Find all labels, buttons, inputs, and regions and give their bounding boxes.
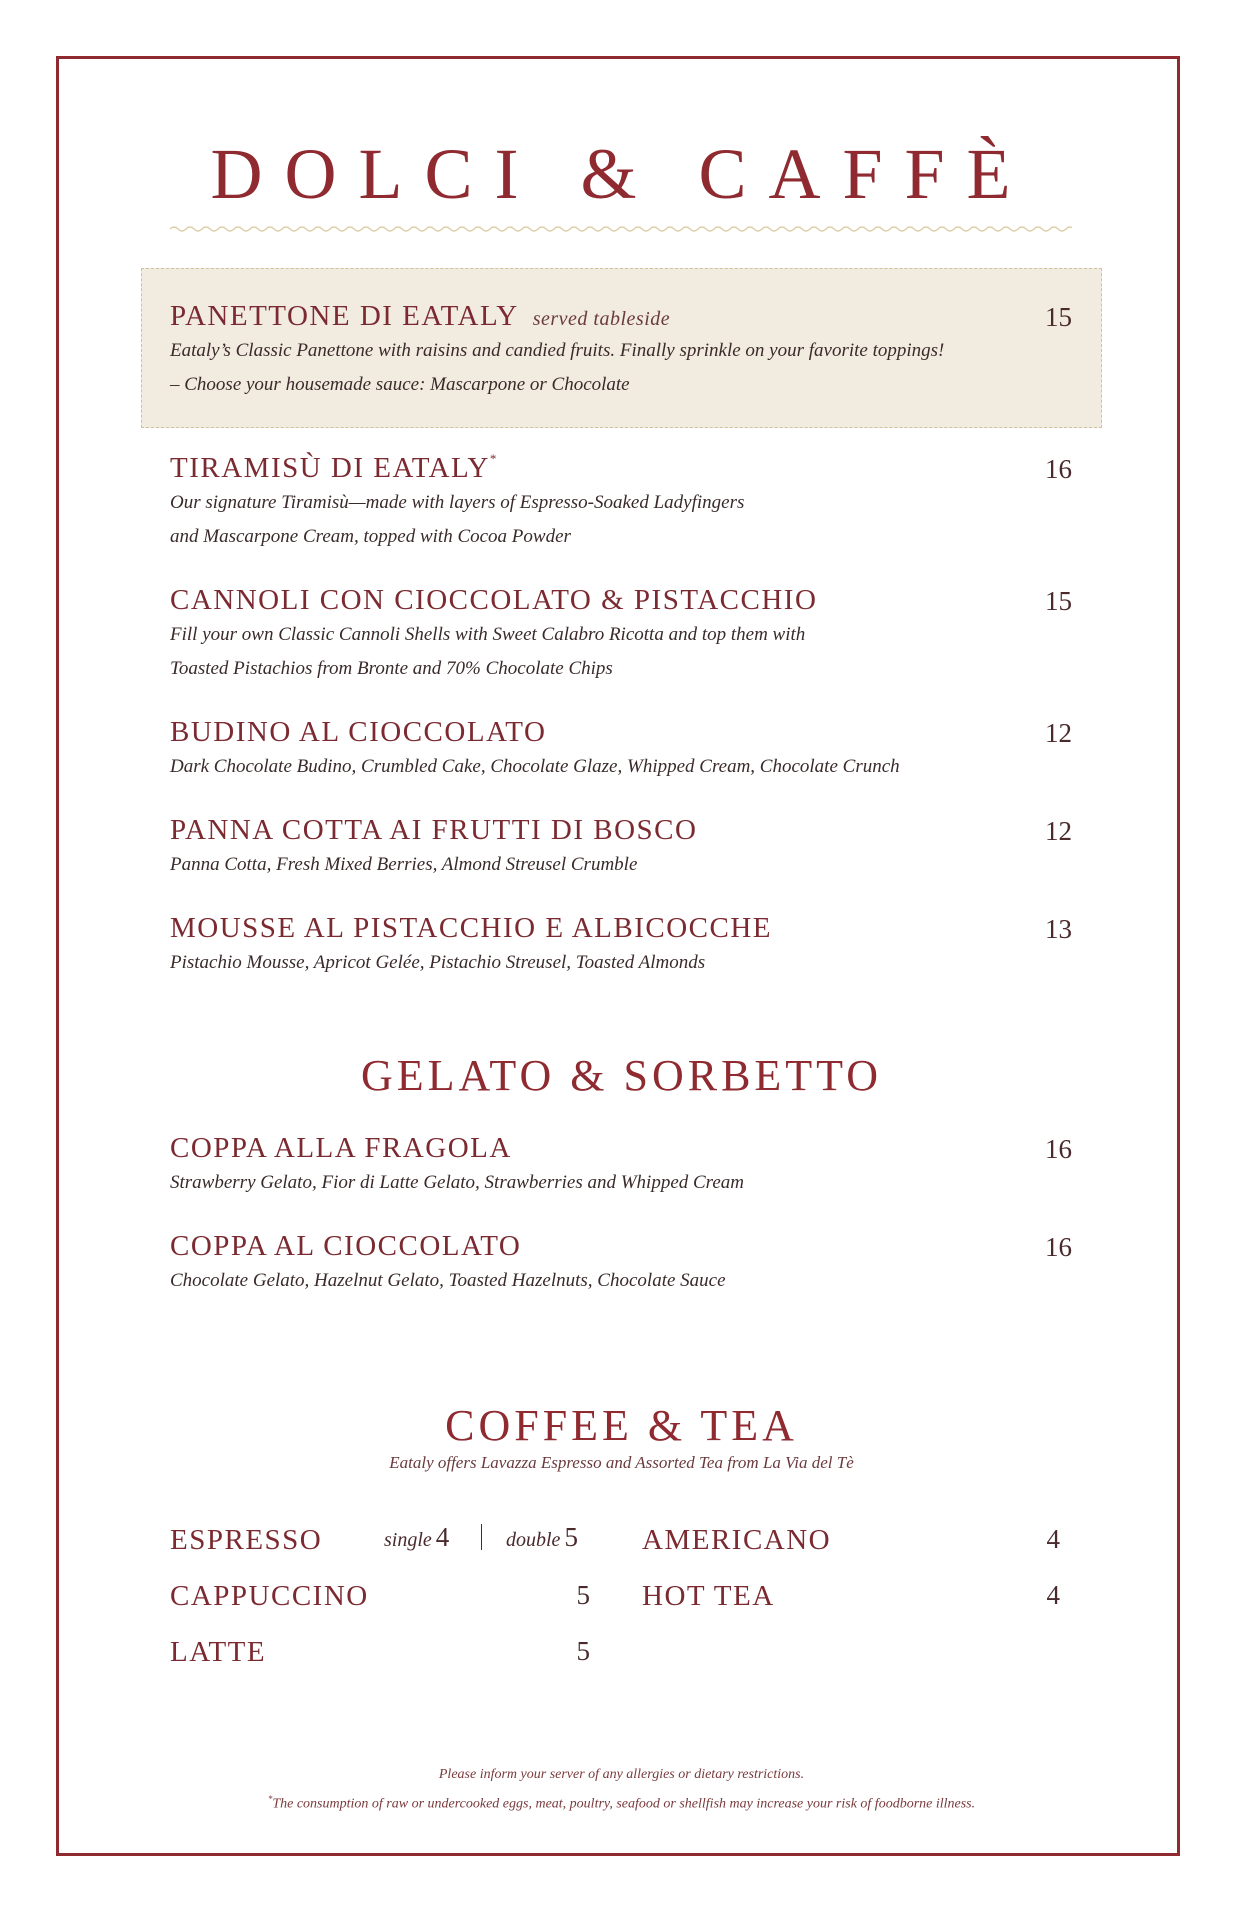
item-name-text: TIRAMISÙ DI EATALY <box>170 452 490 484</box>
double-label: double <box>506 1529 561 1551</box>
menu-item-desc: Strawberry Gelato, Fior di Latte Gelato, Strawberries and Whipped Cream <box>170 1172 745 1193</box>
menu-item-name: COPPA AL CIOCCOLATO <box>170 1230 522 1262</box>
featured-item-name <box>170 302 670 331</box>
latte-price: 5 <box>576 1636 590 1666</box>
menu-item-desc: Pistachio Mousse, Apricot Gelée, Pistachio Streusel, Toasted Almonds <box>170 952 706 973</box>
menu-item-desc: Toasted Pistachios from Bronte and 70% Chocolate Chips <box>170 658 613 679</box>
footnote-asterisk: * <box>267 1794 273 1804</box>
allergy-asterisk: * <box>489 451 498 466</box>
menu-item-name: BUDINO AL CIOCCOLATO <box>170 716 547 748</box>
single-price: 4 <box>435 1522 450 1552</box>
espresso-name: ESPRESSO <box>170 1524 323 1556</box>
featured-name-text: PANETTONE DI EATALY <box>170 300 519 332</box>
menu-item-desc: Fill your own Classic Cannoli Shells with Sweet Calabro Ricotta and top them with <box>170 624 806 645</box>
menu-item-name: CANNOLI CON CIOCCOLATO & PISTACCHIO <box>170 584 818 616</box>
menu-item-price: 12 <box>1045 816 1072 846</box>
menu-item-name: COPPA ALLA FRAGOLA <box>170 1132 512 1164</box>
gelato-section-title: GELATO & SORBETTO <box>360 1051 883 1100</box>
menu-item-price: 16 <box>1045 1232 1072 1262</box>
coffee-section-subtitle: Eataly offers Lavazza Espresso and Assorted Tea from La Via del Tè <box>389 1453 854 1472</box>
price-separator <box>481 1524 482 1550</box>
cappuccino-price: 5 <box>576 1580 590 1610</box>
menu-item-desc: Our signature Tiramisù—made with layers of Espresso-Soaked Ladyfingers <box>170 492 745 513</box>
food-safety-text: The consumption of raw or undercooked eggs, meat, poultry, seafood or shellfish may increase your risk of foodborne illness. <box>272 1796 976 1812</box>
menu-item-desc: Dark Chocolate Budino, Crumbled Cake, Chocolate Glaze, Whipped Cream, Chocolate Crunch <box>170 756 900 777</box>
espresso-double-price <box>506 1524 578 1551</box>
page-title: DOLCI & CAFFÈ <box>210 134 1033 214</box>
menu-item-price: 12 <box>1045 718 1072 748</box>
menu-item-price: 16 <box>1045 1134 1072 1164</box>
menu-item-desc: Chocolate Gelato, Hazelnut Gelato, Toasted Hazelnuts, Chocolate Sauce <box>170 1270 726 1291</box>
menu-item-name: PANNA COTTA AI FRUTTI DI BOSCO <box>170 814 698 846</box>
allergy-notice: Please inform your server of any allergies or dietary restrictions. <box>438 1767 805 1782</box>
coffee-section-title: COFFEE & TEA <box>445 1401 798 1450</box>
menu-item-price: 16 <box>1045 454 1072 484</box>
featured-item-desc-line2: – Choose your housemade sauce: Mascarpone or Chocolate <box>170 374 630 395</box>
menu-item-desc: and Mascarpone Cream, topped with Cocoa Powder <box>170 526 571 547</box>
menu-item-price: 15 <box>1045 586 1072 616</box>
featured-item-desc-line1: Eataly’s Classic Panettone with raisins and candied fruits. Finally sprinkle on your favorite toppings! <box>170 340 945 361</box>
latte-name: LATTE <box>170 1636 267 1668</box>
single-label: single <box>384 1529 432 1551</box>
served-tableside-note: served tableside <box>532 308 671 330</box>
cappuccino-name: CAPPUCCINO <box>170 1580 369 1612</box>
food-safety-notice <box>0 1795 1243 1812</box>
americano-name: AMERICANO <box>642 1524 832 1556</box>
menu-item-name: MOUSSE AL PISTACCHIO E ALBICOCCHE <box>170 912 773 944</box>
hot-tea-name: HOT TEA <box>642 1580 775 1612</box>
featured-item-price: 15 <box>1045 302 1072 332</box>
double-price: 5 <box>564 1522 578 1552</box>
americano-price: 4 <box>1046 1524 1060 1554</box>
menu-item-name <box>170 451 498 484</box>
title-divider <box>170 224 1072 234</box>
espresso-single-price <box>384 1524 449 1551</box>
menu-item-desc: Panna Cotta, Fresh Mixed Berries, Almond Streusel Crumble <box>170 854 638 875</box>
hot-tea-price: 4 <box>1046 1580 1060 1610</box>
menu-item-price: 13 <box>1045 914 1072 944</box>
